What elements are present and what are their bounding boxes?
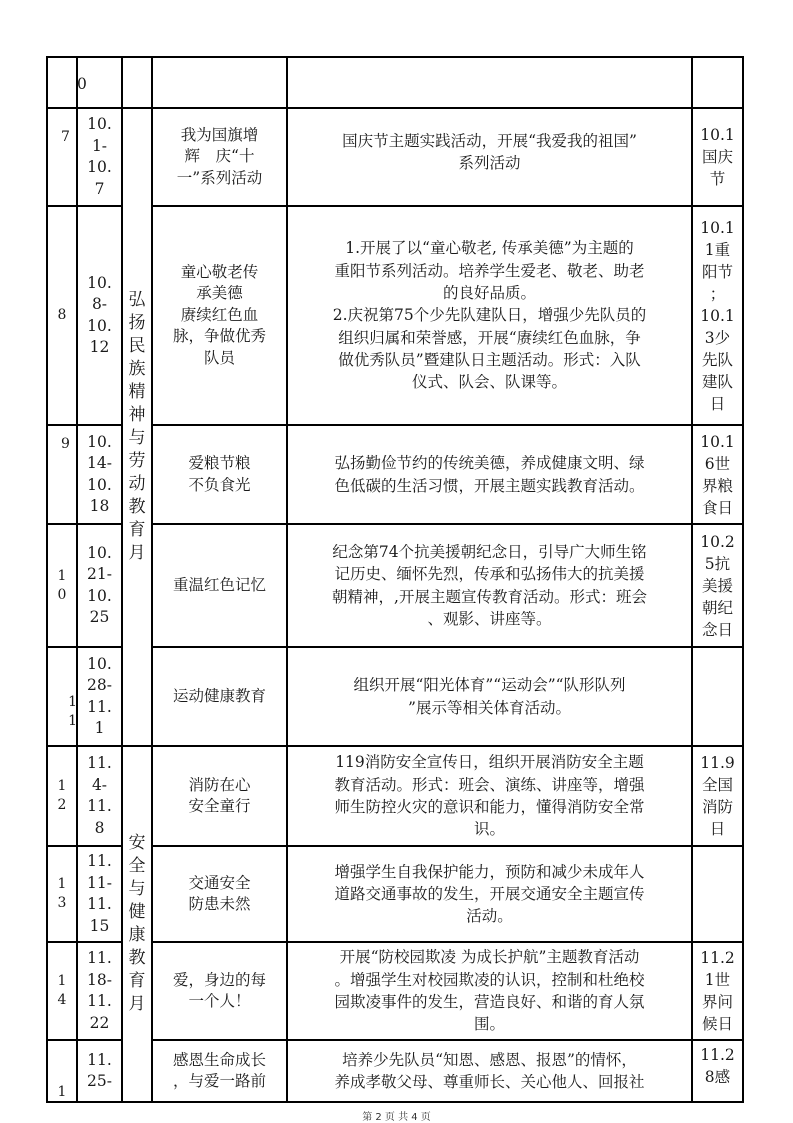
row-content: 119消防安全宣传日，组织开展消防安全主题 教育活动。形式：班会、演练、讲座等，增强 师生防控火灾的意识和能力，懂得消防安全常 识。 — [334, 753, 645, 839]
row-note: 10.2 5抗 美援 朝纪 念日 — [700, 532, 735, 639]
row-date: 11. 18- 11. 22 — [87, 949, 112, 1032]
row-note — [692, 846, 743, 942]
row-theme: 感恩生命成长 ，与爱一路前 — [172, 1050, 266, 1090]
row-note: 10.1 6世 界粮 食日 — [700, 432, 735, 517]
row-index: 1 2 — [57, 778, 67, 813]
row-content: 国庆节主题实践活动，开展“我爱我的祖国” 系列活动 — [342, 132, 637, 173]
row-index: 8 — [57, 307, 67, 323]
row-date: 11. 4- 11. 8 — [87, 754, 112, 837]
row-content: 培养少先队员“知恩、感恩、报恩”的情怀， 养成孝敬父母、尊重师长、关心他人、回报社 — [334, 1050, 645, 1091]
row-index: 1 3 — [57, 876, 67, 911]
row-note: 11.9 全国 消防 日 — [700, 754, 735, 838]
row-index: 1 1 — [68, 693, 77, 729]
row-theme: 运动健康教育 — [172, 686, 266, 705]
month-label: 弘 扬 民 族 精 神 与 劳 动 教 育 月 — [128, 290, 146, 563]
row-content: 纪念第74个抗美援朝纪念日，引导广大师生铭 记历史、缅怀先烈，传承和弘扬伟大的抗美援 朝精神，,开展主题宣传教育活动。形式：班会 、观影、讲座等。 — [332, 542, 647, 628]
row-index: 1 0 — [57, 567, 67, 603]
row-content — [287, 57, 692, 108]
row-date: 0 — [77, 74, 87, 93]
row-index — [47, 57, 77, 108]
row-content: 组织开展“阳光体育”“运动会”“队形队列 ”展示等相关体育活动。 — [353, 676, 626, 717]
row-theme: 爱粮节粮 不负食光 — [188, 454, 251, 494]
row-note — [692, 57, 743, 108]
row-content: 增强学生自我保护能力，预防和减少未成年人 道路交通事故的发生，开展交通安全主题宣传 活动。 — [334, 862, 645, 926]
row-note — [692, 647, 743, 746]
row-date: 10. 8- 10. 12 — [87, 273, 112, 356]
row-theme: 重温红色记忆 — [172, 575, 266, 594]
row-note: 10.1 1重 阳节 ； 10.1 3少 先队 建队 日 — [700, 218, 735, 413]
row-theme: 我为国旗增 辉 庆“十 一”系列活动 — [176, 125, 263, 187]
row-theme: 交通安全 防患未然 — [188, 873, 251, 913]
row-date: 10. 14- 10. 18 — [87, 432, 112, 515]
page-footer: 第 2 页 共 4 页 — [362, 1112, 431, 1123]
row-index: 1 — [57, 1084, 67, 1100]
row-content: 开展“防校园欺凌 为成长护航”主题教育活动 。增强学生对校园欺凌的认识，控制和杜绝校 园欺凌事件的发生，营造良好、和谐的育人氛 围。 — [334, 948, 645, 1034]
row-index: 1 4 — [57, 973, 67, 1008]
row-date: 10. 28- 11. 1 — [87, 654, 112, 737]
row-theme: 童心敬老传 承美德 赓续红色血 脉，争做优秀 队员 — [172, 262, 266, 367]
row-content: 弘扬勤俭节约的传统美德，养成健康文明、绿 色低碳的生活习惯，开展主题实践教育活动。 — [334, 454, 645, 495]
row-theme: 爱，身边的每 一个人！ — [172, 970, 266, 1010]
row-note: 11.2 8感 — [700, 1046, 735, 1086]
row-index: 9 — [61, 436, 70, 452]
row-note: 11.2 1世 界问 候日 — [700, 949, 735, 1033]
row-content: 1.开展了以“童心敬老, 传承美德”为主题的 重阳节系列活动。培养学生爱老、敬老、助老 的良好品质。 2.庆祝第75个少先队建队日，增强少先队员的 组织归属和荣誉感，开展“赓续红色血脉，争 做优秀队员”暨建队日主题活动。形式：入队 仪式、队会、队课等。 — [332, 239, 647, 392]
row-theme: 消防在心 安全童行 — [188, 775, 251, 815]
row-index: 7 — [61, 129, 70, 145]
month-label: 安 全 与 健 康 教 育 月 — [128, 833, 146, 1014]
row-date: 11. 11- 11. 15 — [87, 852, 112, 935]
row-date: 11. 25- — [87, 1050, 112, 1090]
row-note: 10.1 国庆 节 — [700, 126, 735, 188]
row-date: 10. 1- 10. 7 — [87, 115, 112, 198]
row-theme — [152, 57, 287, 108]
row-date: 10. 21- 10. 25 — [87, 543, 112, 626]
